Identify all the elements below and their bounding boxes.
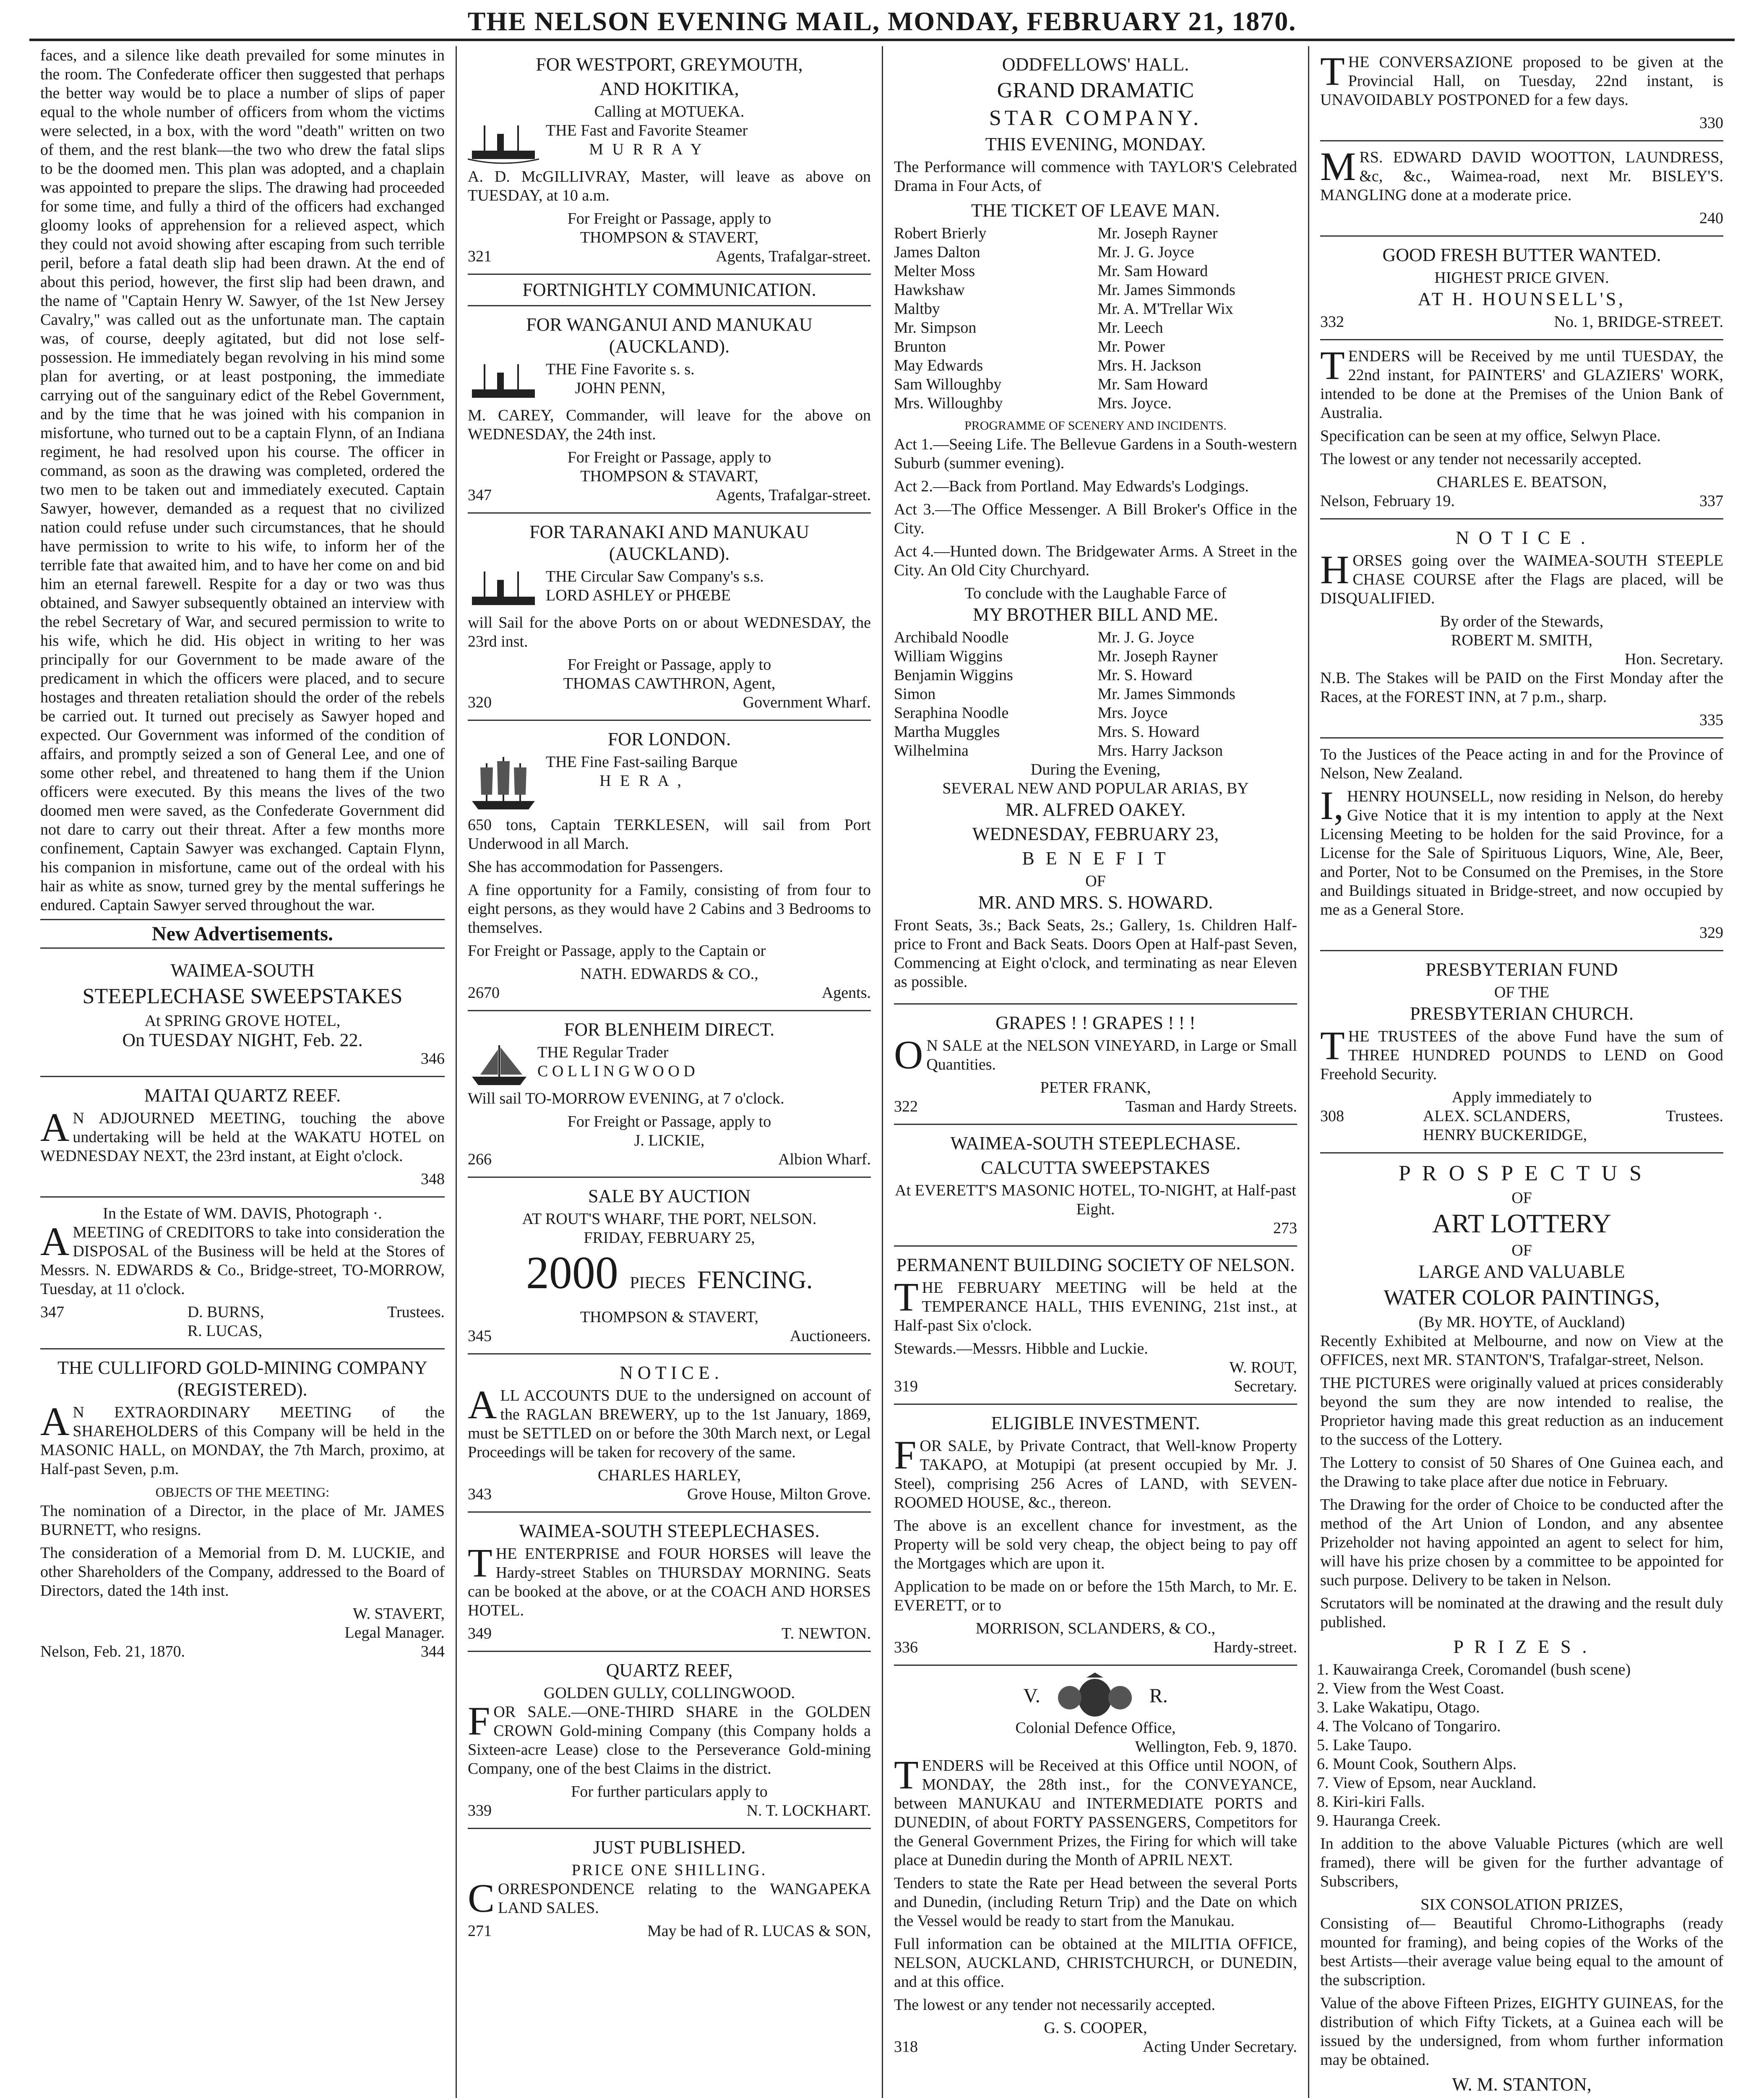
ad-text: The lowest or any tender not necessarily accepted. [1320,450,1642,468]
ad-text: PIECES [630,1273,686,1292]
ad-text: Will sail TO-MORROW EVENING, at 7 o'clock. [468,1090,784,1107]
ad-text: The above is an excellent chance for investment, as the Property will be sold very cheap, the object being to pay off the Mortgages which are upon it. [894,1517,1297,1572]
ad-text: TENDERS will be Received by me until TUESDAY, the 22nd instant, for PAINTERS' and GLAZIERS' WORK, intended to be done at the Premises of the Union Bank of Australia. [1320,343,1723,422]
column-4 [1308,46,1734,2098]
ad-number: 348 [421,1170,445,1188]
cast-role: May Edwards [894,357,983,374]
ad-title: STAR COMPANY. [989,106,1202,130]
ad-text: For Freight or Passage, apply to [567,656,771,673]
ad-text: FENCING. [697,1266,813,1294]
royal-crest-icon [1053,1673,1137,1719]
act-item: Act 4.—Hunted down. The Bridgewater Arms. A Street in the City. An Old City Churchyard. [894,543,1297,579]
ad-text: The consideration of a Memorial from D. M. LUCKIE, and other Shareholders of the Company, addressed to the Board of Directors, dated the 14th inst. [40,1544,445,1600]
ad-text: By order of the Stewards, [1440,613,1604,630]
signatory-role: Grove House, Milton Grove. [687,1485,871,1503]
ad-number: 319 [894,1378,918,1395]
ad-title: QUARTZ REEF, [606,1660,733,1680]
cast-role: Martha Muggles [894,723,1000,741]
signatory: W. STAVERT, [353,1605,445,1623]
ad-title: GRAPES ! ! GRAPES ! ! ! [995,1012,1196,1033]
ad-text: The Drawing for the order of Choice to be conducted after the method of the Art Union of London, and any absentee Prizeholder not having appointed an agent to select for him, will have his prize chosen by a committee to be appointed for such purpose. Delivery to be taken in Nelson. [1320,1496,1723,1589]
ad-steeplechases [468,1513,871,1652]
ad-text: No. 1, BRIDGE-STREET. [1554,313,1723,331]
ad-culliford [40,1349,445,1669]
ad-number: 343 [468,1485,492,1503]
ad-title: MAITAI QUARTZ REEF. [144,1085,341,1106]
cast-role: Melter Moss [894,262,975,280]
signatory: ALEX. SCLANDERS, [1423,1107,1571,1125]
ad-title: P R I Z E S . [1453,1636,1590,1657]
play-title: MY BROTHER BILL AND ME. [973,604,1218,625]
signatory-role: Trustees. [1666,1107,1723,1125]
ad-text: OF THE [1494,984,1550,1001]
cast-actor: Mrs. Harry Jackson [1097,742,1223,759]
signatory: W. ROUT, [1229,1359,1297,1376]
cast-actor: Mr. A. M'Trellar Wix [1097,300,1233,318]
ad-taranaki [468,514,871,721]
ad-heading: In the Estate of WM. DAVIS, Photograph ·. [103,1205,382,1222]
masthead-rule [29,39,1735,41]
ad-text: will Sail for the above Ports on or about WEDNESDAY, the 23rd inst. [468,614,871,650]
ad-signature [40,1303,445,1341]
list-item: 2. View from the West Coast. [1333,1679,1723,1698]
ad-text: AN EXTRAORDINARY MEETING of the SHAREHOLDERS of this Company will be held in the MASONIC HALL, on MONDAY, the 7th March, proximo, at Half-past Seven, p.m. [40,1399,445,1478]
ad-title: ODDFELLOWS' HALL. [1002,54,1189,75]
cast-actor: Mr. S. Howard [1097,666,1193,684]
ad-text: FOR SALE.—ONE-THIRD SHARE in the GOLDEN CROWN Gold-mining Company (this Company holds a Sixteen-acre Lease) close to the Perseverance Gold-mining Company, one of the best Claims in the district. [468,1699,871,1777]
ad-text: THE Fine Fast-sailing Barque [546,753,737,771]
ad-number: 332 [1320,313,1344,331]
ad-date: Wellington, Feb. 9, 1870. [1135,1738,1297,1756]
ad-number: 337 [1699,492,1723,510]
agent-name: THOMPSON & STAVART, [580,467,758,485]
act-item: Act 3.—The Office Messenger. A Bill Broker's Office in the City. [894,501,1297,537]
signatory-role: Hardy-street. [1213,1639,1297,1656]
ad-text: (By MR. HOYTE, of Auckland) [1418,1313,1625,1331]
ad-title: FOR WANGANUI AND MANUKAU (AUCKLAND). [526,314,813,357]
ad-text: TENDERS will be Received at this Office until NOON, of MONDAY, the 28th inst., for the CONVEYANCE, between MANUKAU and INTERMEDIATE PORTS and DUNEDIN, of about FORTY PASSENGERS, Competitors for the General Government Prizes, the Firing for which will take place at Dunedin during the Month of APRIL NEXT. [894,1752,1297,1869]
cast-role: Mr. Simpson [894,319,977,337]
ad-blenheim [468,1011,871,1178]
ad-butter [1320,237,1723,340]
ad-text: For Freight or Passage, apply to [567,449,771,466]
ad-text: THE PICTURES were originally valued at prices considerably beyond the sum they are now intended to realise, the Proprietor having made this great reduction as an inducement to the success of the Lottery. [1320,1374,1723,1448]
ad-number: 322 [894,1098,918,1115]
list-item: 3. Lake Wakatipu, Otago. [1333,1698,1723,1717]
ad-text: OF [1511,1189,1532,1207]
ad-number: 266 [468,1151,492,1168]
ad-text: Application to be made on or before the 15th March, to Mr. E. EVERETT, or to [894,1578,1297,1614]
agent-role: Agents, Trafalgar-street. [716,248,871,265]
ad-text: THE CONVERSAZIONE proposed to be given at the Provincial Hall, on Tuesday, 22nd instant, is UNAVOIDABLY POSTPONED for a few days. [1320,49,1723,109]
ad-text: OF [1511,1242,1532,1259]
signatory: R. LUCAS, [187,1322,263,1340]
ad-title: ART LOTTERY [1432,1208,1611,1238]
cast-role: William Wiggins [894,647,1003,665]
ad-building-society [894,1247,1297,1405]
ad-text: N.B. The Stakes will be PAID on the First Monday after the Races, at the FOREST INN, at 7 p.m., sharp. [1320,669,1723,706]
ad-text: Value of the above Fifteen Prizes, EIGHTY GUINEAS, for the distribution of which Fifty Tickets, at a Guinea each will be issued by the undersigned, from whom further information may be obtained. [1320,1994,1723,2069]
ad-text: OF [1085,872,1106,890]
list-item: 8. Kiri-kiri Falls. [1333,1793,1723,1811]
ad-text: At SPRING GROVE HOTEL, [144,1012,341,1030]
cast-actor: Mr. James Simmonds [1097,685,1235,703]
ship-name: M U R R A Y [589,141,704,158]
cast-actor: Mr. Power [1097,338,1165,355]
cast-actor: Mr. J. G. Joyce [1097,243,1194,261]
signatory: G. S. COOPER, [1044,2019,1147,2037]
ad-title: THE CULLIFORD GOLD-MINING COMPANY (REGISTERED). [57,1357,428,1400]
ad-number: 344 [421,1643,445,1660]
ad-date: FRIDAY, FEBRUARY 25, [584,1229,755,1247]
ad-text: FOR SALE, by Private Contract, that Well-know Property TAKAPO, at Motupipi (at present occupied by Mr. J. Steel), comprising 256 Acres of LAND, with SEVEN-ROOMED HOUSE, &c., thereon. [894,1433,1297,1511]
agent-role: Auctioneers. [790,1327,871,1345]
ad-text: Front Seats, 3s.; Back Seats, 2s.; Gallery, 1s. Children Half-price to Front and Back Seats. Doors Open at Half-past Seven, Commencing at Eight o'clock, and terminating as near Eleven as possible. [894,916,1297,991]
list-item: 6. Mount Cook, Southern Alps. [1333,1755,1723,1774]
ad-text: Stewards.—Messrs. Hibble and Luckie. [894,1340,1148,1357]
ad-text: HORSES going over the WAIMEA-SOUTH STEEPLE CHASE COURSE after the Flags are placed, will be DISQUALIFIED. [1320,547,1723,607]
ad-number: 329 [1699,924,1723,942]
sailing-ship-icon [468,753,539,816]
ship-name: LORD ASHLEY or PHŒBE [546,587,731,604]
cast-role: Archibald Noodle [894,629,1009,646]
ad-text: THE Regular Trader [537,1044,669,1061]
ad-title: MR. ALFRED OAKEY. [1005,799,1186,820]
ad-text: ON SALE at the NELSON VINEYARD, in Large or Small Quantities. [894,1032,1297,1077]
list-item: 5. Lake Taupo. [1333,1736,1723,1755]
list-item: 7. View of Epsom, near Auckland. [1333,1774,1723,1793]
ad-wootton [1320,141,1723,237]
signatory-role: Hon. Secretary. [1625,650,1723,668]
ad-text: Recently Exhibited at Melbourne, and now on View at the OFFICES, next MR. STANTON'S, Trafalgar-street, Nelson. [1320,1332,1723,1369]
ad-text: At EVERETT'S MASONIC HOTEL, TO-NIGHT, at Half-past Eight. [895,1182,1296,1218]
ad-text: She has accommodation for Passengers. [468,858,723,876]
steamer-icon [468,567,539,613]
steamer-icon [468,121,539,167]
ad-text: The Performance will commence with TAYLOR'S Celebrated Drama in Four Acts, of [894,158,1297,195]
cast-role: Simon [894,685,936,703]
ad-subheading: OBJECTS OF THE MEETING: [155,1485,330,1500]
crest-letter: R. [1149,1684,1168,1707]
signatory: N. T. LOCKHART. [746,1802,871,1819]
ad-title: FOR TARANAKI AND MANUKAU (AUCKLAND). [529,522,809,564]
ad-text: GOLDEN GULLY, COLLINGWOOD. [543,1684,795,1702]
ad-number: 347 [40,1303,64,1321]
section-fortnightly: FORTNIGHTLY COMMUNICATION. [468,275,871,306]
ad-raglan-notice [468,1354,871,1513]
story-text: faces, and a silence like death prevailed for some minutes in the room. The Confederate officer then suggested that perhaps the better way would be to place a number of slips of paper equal to the whole number of officers from whom the victims were selected, in a box, with the word "death" written on two of them, and the rest blank—the two who drew the fatal slips to be the doomed men. This plan was adopted, and a chaplain was appointed to prepare the slips. The drawing had proceeded for some time, and fully a third of the officers had exchanged gloomy looks of apprehension for a relieved aspect, which they could not avoid showing after escaping from such terrible peril, before a fatal death slip had been drawn. At the end of about this period, however, the first slip had been drawn, and the name of "Captain Henry W. Sawyer, of the 1st New Jersey Cavalry," was called out as the unfortunate man. The captain was, of course, deeply agitated, but did not lose self-possession. He immediately began revolving in his mind some plan for averting, or at least postponing, the immediate carrying out of the sanguinary edict of the Rebel Government, and by the time that he was joined with his companion in misfortune, who turned out to be a captain Flynn, of an Indiana regiment, he had resolved upon his course. The officer in command, as soon as the drawing was completed, ordered the two men to be taken out and immediately executed. Captain Sawyer, however, demanded as a request that no civilized nation could refuse under such circumstances, that he should have permission to write to his wife, to inform her of the terrible fate that awaited him, and to have her come on and bid him an eternal farewell. Respite for a day or two was thus obtained, and Sawyer subsequently obtained an interview with the rebel Secretary of War, and secured permission to write to his wife, which he did. His object in writing to her was principally for our Government to be made aware of the predicament in which the officers were placed, and to secure hostages and threaten retaliation should the order of the rebels be carried out. It turned out precisely as Sawyer hoped and expected. Our Government was informed of the condition of affairs, and promptly seized a son of General Lee, and one of some other rebel, and threatened to hang them if the Union officers were executed. By this means the lives of the two doomed men were saved, as the Confederate Government did not dare to carry out their threat. After a few months more confinement, Captain Sawyer was exchanged. Captain Flynn, his companion in misfortune, came out of the ordeal with his hair as white as snow, turned grey by the mental sufferings he endured. Captain Sawyer served throughout the war. [40,47,445,914]
ad-text: Calling at MOTUEKA. [594,103,745,120]
ad-title: WAIMEA-SOUTH [170,960,315,981]
auction-quantity: 2000 [526,1247,618,1298]
ad-london [468,721,871,1011]
ad-presbyterian-fund [1320,951,1723,1153]
cast-actor: Mrs. Joyce. [1097,394,1172,412]
steamer-icon [468,360,539,406]
ad-title: SALE BY AUCTION [588,1186,751,1206]
ad-title: WATER COLOR PAINTINGS, [1384,1286,1660,1310]
cast-role: Mrs. Willoughby [894,394,1003,412]
ad-text: The nomination of a Director, in the place of Mr. JAMES BURNETT, who resigns. [40,1502,445,1539]
cast-actor: Mr. Joseph Rayner [1097,647,1218,665]
column-1 [29,46,456,2098]
ad-title: PERMANENT BUILDING SOCIETY OF NELSON. [896,1255,1295,1275]
play-title: THE TICKET OF LEAVE MAN. [971,200,1220,221]
ship-name: JOHN PENN, [575,379,665,397]
signatory: CHARLES HARLEY, [597,1467,741,1484]
ad-text: THE Circular Saw Company's s.s. [546,568,764,585]
ship-name: H E R A , [599,772,684,790]
ad-westport [468,46,871,275]
ad-grapes [894,1005,1297,1125]
cast-actor: Mr. Sam Howard [1097,262,1208,280]
ad-text: MRS. EDWARD DAVID WOOTTON, LAUNDRESS, &c, &c., Waimea-road, next Mr. BISLEY'S. MANGLING done at a moderate price. [1320,144,1723,204]
ad-davis-estate [40,1198,445,1349]
ad-text: THE Fast and Favorite Steamer [546,122,748,139]
ad-title: PRESBYTERIAN CHURCH. [1410,1003,1634,1024]
ad-title: N O T I C E . [1456,527,1588,548]
ad-text: For Freight or Passage, apply to [567,210,771,227]
ad-eligible-investment [894,1405,1297,1666]
ad-text: Tenders to state the Rate per Head between the several Ports and Dunedin, (including Return Trip) and the Date on which the Vessel would be ready to start from the Manukau. [894,1874,1297,1930]
list-item: 4. The Volcano of Tongariro. [1333,1717,1723,1736]
ad-text: On TUESDAY NIGHT, Feb. 22. [122,1030,363,1050]
ad-number: 2670 [468,984,500,1002]
signatory: MORRISON, SCLANDERS, & CO., [975,1620,1216,1637]
cast-role: Maltby [894,300,940,318]
cast-list [894,628,1297,760]
signatory-role: Legal Manager. [344,1624,445,1641]
ad-number: 321 [468,248,492,265]
ad-text: AT ROUT'S WHARF, THE PORT, NELSON. [522,1210,817,1228]
cast-actor: Mr. Sam Howard [1097,376,1208,393]
ad-number: 271 [468,1922,492,1940]
ad-horses-notice [1320,519,1723,738]
cast-role: James Dalton [894,243,980,261]
ad-text: Apply immediately to [1451,1088,1592,1106]
list-item: 1. Kauwairanga Creek, Coromandel (bush scene) [1333,1660,1723,1679]
ad-number: 349 [468,1625,492,1642]
ad-text: In addition to the above Valuable Pictures (which are well framed), there will be given for the further advantage of Subscribers, [1320,1835,1723,1890]
ad-title: FOR WESTPORT, GREYMOUTH, [536,54,803,75]
ship-name: C O L L I N G W O O D [537,1062,695,1080]
cast-actor: Mr. Joseph Rayner [1097,224,1218,242]
ad-calcutta [894,1125,1297,1247]
ad-art-lottery [1320,1153,1723,2098]
ad-quartz-reef [468,1652,871,1829]
ad-text: A fine opportunity for a Family, consisting of from four to eight persons, as they would have 2 Cabins and 3 Bedrooms to themselves. [468,881,871,937]
ad-text: A. D. McGILLIVRAY, Master, will leave as above on TUESDAY, at 10 a.m. [468,168,871,204]
ad-colonial-defence [894,1666,1297,2064]
ad-title: PRESBYTERIAN FUND [1425,959,1618,980]
ad-title: WAIMEA-SOUTH STEEPLECHASE. [950,1133,1241,1153]
ad-number: 345 [468,1327,492,1345]
signatory-role: Secretary. [1234,1378,1297,1395]
ad-title: GOOD FRESH BUTTER WANTED. [1382,245,1661,265]
ad-number: 346 [421,1050,445,1067]
ad-title: FOR BLENHEIM DIRECT. [564,1019,775,1040]
signatory: PETER FRANK, [1040,1079,1151,1096]
ad-title: MR. AND MRS. S. HOWARD. [978,892,1213,913]
ad-text: 650 tons, Captain TERKLESEN, will sail from Port Underwood in all March. [468,816,871,853]
cast-role: Hawkshaw [894,281,965,299]
cast-actor: Mrs. S. Howard [1097,723,1200,741]
ad-text: AN ADJOURNED MEETING, touching the above undertaking will be held at the WAKATU HOTEL on WEDNESDAY NEXT, the 23rd instant, at Eight o'clock. [40,1105,445,1165]
act-item: Act 2.—Back from Portland. May Edwards's Lodgings. [894,478,1249,495]
cast-role: Sam Willoughby [894,376,1002,393]
signatory-role: Trustees. [387,1303,445,1321]
ad-text: THE TRUSTEES of the above Fund have the sum of THREE HUNDRED POUNDS to LEND on Good Freehold Security. [1320,1023,1723,1083]
ad-text: Specification can be seen at my office, Selwyn Place. [1320,427,1661,445]
ad-title: B E N E F I T [1022,848,1169,869]
cast-role: Brunton [894,338,946,355]
sailing-ship-icon [468,1043,531,1089]
ad-text: AMEETING of CREDITORS to take into consideration the DISPOSAL of the Business will be held at the Stores of Messrs. N. EDWARDS & Co., Bridge-street, TO-MORROW, Tuesday, at 11 o'clock. [40,1219,445,1298]
column-3 [882,46,1308,2098]
cast-actor: Mr. J. G. Joyce [1097,629,1194,646]
ad-text: For Freight or Passage, apply to [567,1113,771,1130]
ad-text: ALL ACCOUNTS DUE to the undersigned on account of the RAGLAN BREWERY, up to the 1st January, 1869, must be SETTLED on or before the 30th March next, or Legal Proceedings will be taken for recovery of the same. [468,1382,871,1461]
cast-actor: Mrs. Joyce [1097,704,1168,722]
ad-text: Colonial Defence Office, [1015,1719,1176,1737]
ad-number: 336 [894,1639,918,1656]
ad-title: GRAND DRAMATIC [997,78,1194,102]
ad-text: For further particulars apply to [571,1783,768,1801]
cast-role: Benjamin Wiggins [894,666,1013,684]
ad-text: May be had of R. LUCAS & SON, [647,1922,871,1940]
section-new-advertisements: New Advertisements. [40,919,445,949]
ad-title: STEEPLECHASE SWEEPSTAKES [82,984,403,1008]
ad-number: 308 [1320,1107,1344,1125]
signatory: T. NEWTON. [782,1625,871,1642]
ad-text: I,HENRY HOUNSELL, now residing in Nelson, do hereby Give Notice that it is my intention to apply at the Next Licensing Meeting to be holden for the said Province, for a License for the Sale of Spirituous Liquors, Wine, Ale, Beer, and Porter, Not to be Consumed on the Premises, in the Store and Buildings situated in Bridge-street, and now occupied by me as a General Store. [1320,783,1723,919]
act-item: Act 1.—Seeing Life. The Bellevue Gardens in a South-western Suburb (summer evening). [894,436,1297,472]
cast-actor: Mrs. H. Jackson [1097,357,1201,374]
ad-title: WEDNESDAY, FEBRUARY 23, [972,824,1219,844]
ad-text: SEVERAL NEW AND POPULAR ARIAS, BY [942,780,1249,797]
ad-text: THE Fine Favorite s. s. [546,360,695,378]
cast-role: Seraphina Noodle [894,704,1009,722]
ad-title: FOR LONDON. [607,729,731,749]
ad-number: 318 [894,2038,918,2056]
ad-painting-tenders [1320,340,1723,519]
cast-actor: Mr. Leech [1097,319,1163,337]
agent-role: Agents. [821,984,871,1002]
ad-text: THE ENTERPRISE and FOUR HORSES will leave the Hardy-street Stables on THURSDAY MORNING. Seats can be booked at the above, or at the COACH AND HORSES HOTEL. [468,1540,871,1619]
ad-text: Consisting of— Beautiful Chromo-Lithographs (ready mounted for framing), and being copies of the Works of the best Artists—their average value being equal to the amount of the subscription. [1320,1915,1723,1989]
masthead: THE NELSON EVENING MAIL, MONDAY, FEBRUARY 21, 1870. [467,6,1297,36]
cast-role: Robert Brierly [894,224,987,242]
ad-title: AND HOKITIKA, [599,78,739,99]
ad-licensing [1320,738,1723,951]
ad-number: 335 [1699,711,1723,729]
signatory-role: Tasman and Hardy Streets. [1126,1098,1297,1115]
agent-name: THOMAS CAWTHRON, Agent, [563,675,776,692]
ad-number: 273 [1273,1219,1297,1237]
page-columns [29,46,1735,2098]
ad-title: THIS EVENING, MONDAY. [985,134,1206,154]
signatory: ROBERT M. SMITH, [1451,631,1592,649]
ad-title: ELIGIBLE INVESTMENT. [991,1413,1200,1433]
cast-role: Wilhelmina [894,742,969,759]
ad-conversazione [1320,46,1723,141]
ad-text: During the Evening, [1030,761,1161,778]
cast-list [894,224,1297,413]
prize-list [1333,1660,1723,1830]
ad-subheading: PROGRAMME OF SCENERY AND INCIDENTS. [964,419,1227,433]
ad-title: CALCUTTA SWEEPSTAKES [981,1157,1210,1178]
ad-text: Full information can be obtained at the MILITIA OFFICE, NELSON, AUCKLAND, CHRISTCHURCH, or DUNEDIN, and at this office. [894,1935,1297,1991]
ad-maitai [40,1077,445,1198]
ad-oddfellows [894,46,1297,1005]
cast-actor: Mr. James Simmonds [1097,281,1235,299]
list-item: 9. Hauranga Creek. [1333,1811,1723,1830]
signatory: W. M. STANTON, [1452,2074,1592,2095]
signatory: D. BURNS, [187,1303,264,1321]
ad-just-published [468,1829,871,1948]
signatory-role: Acting Under Secretary. [1143,2038,1297,2056]
ad-text: SIX CONSOLATION PRIZES, [1420,1896,1623,1913]
ad-text: The lowest or any tender not necessarily accepted. [894,1996,1216,2014]
ad-number: 339 [468,1802,492,1819]
ad-date: Nelson, February 19. [1320,492,1455,510]
ad-title: JUST PUBLISHED. [593,1837,746,1858]
ad-text: THE FEBRUARY MEETING will be held at the TEMPERANCE HALL, THIS EVENING, 21st inst., at Half-past Six o'clock. [894,1274,1297,1334]
ad-number: 330 [1699,114,1723,132]
crest-letter: V. [1023,1684,1040,1707]
ad-title: WAIMEA-SOUTH STEEPLECHASES. [519,1521,820,1541]
ad-text: M. CAREY, Commander, will leave for the above on WEDNESDAY, the 24th inst. [468,407,871,443]
ad-title: N O T I C E . [620,1362,719,1383]
agent-name: NATH. EDWARDS & CO., [580,965,758,983]
ad-waimea-sweepstakes [40,952,445,1077]
ad-title: LARGE AND VALUABLE [1418,1261,1625,1282]
ad-number: 347 [468,486,492,504]
agent-name: J. LICKIE, [634,1132,705,1149]
ad-text: CORRESPONDENCE relating to the WANGAPEKA LAND SALES. [468,1876,871,1921]
ad-wanganui [468,306,871,514]
ad-number: 320 [468,694,492,711]
signatory: HENRY BUCKERIDGE, [1423,1126,1587,1144]
agent-role: Albion Wharf. [778,1151,871,1168]
ad-title: P R O S P E C T U S [1399,1161,1645,1185]
agent-name: THOMPSON & STAVERT, [580,229,759,246]
ad-text: The Lottery to consist of 50 Shares of One Guinea each, and the Drawing to take place after due notice in February. [1320,1454,1723,1490]
ad-text: Scrutators will be nominated at the drawing and the result duly published. [1320,1594,1723,1631]
agent-name: THOMPSON & STAVERT, [580,1308,759,1326]
ad-title: AT H. HOUNSELL'S, [1417,289,1626,309]
ad-text: To conclude with the Laughable Farce of [964,585,1227,602]
ad-text: PRICE ONE SHILLING. [571,1861,767,1879]
ad-date: Nelson, Feb. 21, 1870. [40,1643,185,1660]
ad-number: 240 [1699,209,1723,227]
ad-heading: To the Justices of the Peace acting in and for the Province of Nelson, New Zealand. [1320,746,1723,782]
ad-auction [468,1178,871,1354]
agent-role: Agents, Trafalgar-street. [716,486,871,504]
ad-signature [1320,1107,1723,1145]
ad-text: For Freight or Passage, apply to the Captain or [468,942,766,960]
column-2 [456,46,882,2098]
ad-text: HIGHEST PRICE GIVEN. [1434,269,1609,287]
signatory: CHARLES E. BEATSON, [1436,473,1607,491]
agent-role: Government Wharf. [743,694,871,711]
